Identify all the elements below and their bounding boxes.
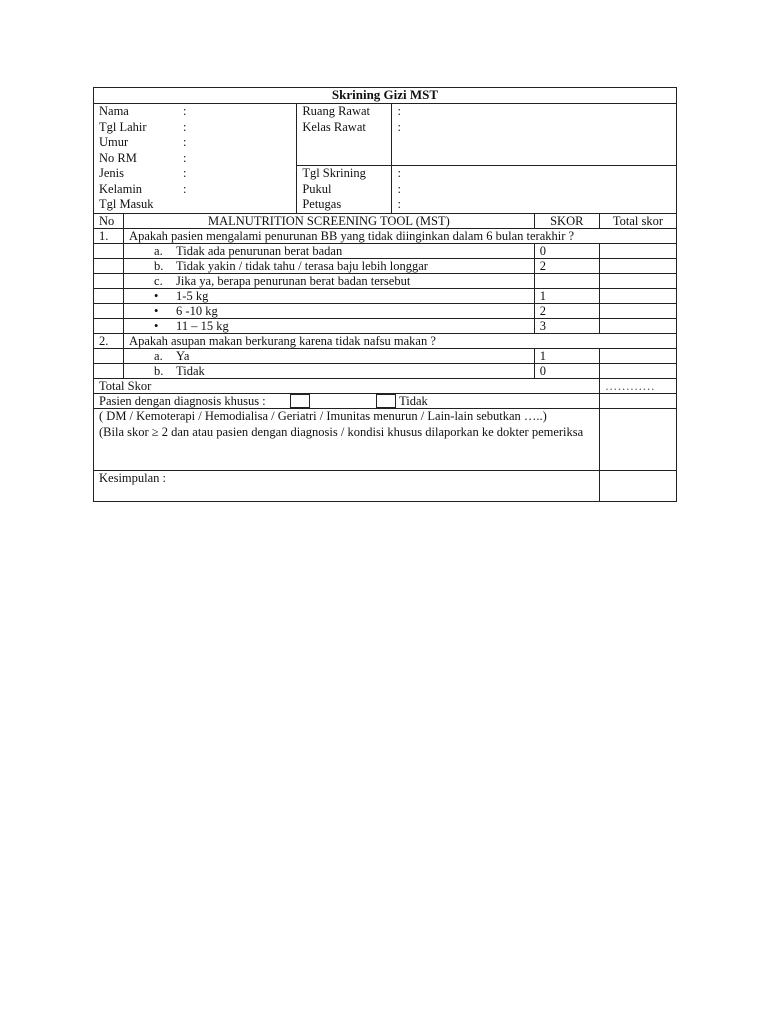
field-tgl-skrining: Tgl Skrining — [302, 166, 366, 180]
notes-cell — [94, 408, 600, 470]
field-kelas-rawat: Kelas Rawat — [302, 119, 366, 134]
q1-option-a-score: 0 — [534, 243, 599, 258]
header-no: No — [94, 213, 124, 228]
field-petugas: Petugas — [302, 197, 342, 211]
q1-option-1-5kg: • 1-5 kg 1 — [94, 288, 677, 303]
header-total: Total skor — [599, 213, 676, 228]
q1-number: 1. — [94, 228, 124, 243]
q2-option-a-score: 1 — [534, 348, 599, 363]
q1-option-b-score: 2 — [534, 258, 599, 273]
room-labels-cell — [297, 104, 392, 166]
field-kelamin: Kelamin : — [99, 181, 187, 196]
screening-values-cell: : : : — [392, 166, 677, 214]
diagnosis-label: Pasien dengan diagnosis khusus : — [99, 393, 266, 408]
header-tool: MALNUTRITION SCREENING TOOL (MST) — [124, 213, 535, 228]
screening-labels-cell — [297, 166, 392, 214]
diagnosis-row — [94, 393, 600, 408]
field-pukul: Pukul — [302, 181, 332, 196]
q1-option-1-5kg-score: 1 — [534, 288, 599, 303]
header-skor: SKOR — [534, 213, 599, 228]
q2-option-b-score: 0 — [534, 363, 599, 378]
q1-option-c: c. Jika ya, berapa penurunan berat badan tersebut — [94, 273, 677, 288]
q1-option-6-10kg-score: 2 — [534, 303, 599, 318]
room-values-cell: : : — [392, 104, 677, 166]
q1-option-6-10kg: • 6 -10 kg 2 — [94, 303, 677, 318]
field-umur: Umur : — [99, 135, 187, 149]
q1-question: Apakah pasien mengalami penurunan BB yang tidak diinginkan dalam 6 bulan terakhir ? — [124, 228, 677, 243]
mst-table — [93, 87, 677, 502]
field-no-rm: No RM : — [99, 150, 187, 165]
q2-option-a: a. Ya 1 — [94, 348, 677, 363]
q1-option-a: a. Tidak ada penurunan berat badan 0 — [94, 243, 677, 258]
q1-option-11-15kg-score: 3 — [534, 318, 599, 333]
notes-conditions: ( DM / Kemoterapi / Hemodialisa / Geriatri / Imunitas menurun / Lain-lain sebutkan …..) — [99, 408, 547, 423]
q2-question: Apakah asupan makan berkurang karena tidak nafsu makan ? — [124, 333, 677, 348]
field-jenis: Jenis : — [99, 166, 187, 180]
form-title: Skrining Gizi MST — [94, 88, 677, 104]
total-skor-label: Total Skor — [94, 378, 600, 393]
field-ruang-rawat: Ruang Rawat — [302, 104, 371, 118]
field-nama: Nama : — [99, 104, 187, 118]
q1-option-11-15kg: • 11 – 15 kg 3 — [94, 318, 677, 333]
q1-option-b: b. Tidak yakin / tidak tahu / terasa baju lebih longgar 2 — [94, 258, 677, 273]
field-tgl-lahir: Tgl Lahir : — [99, 119, 187, 134]
q2-number: 2. — [94, 333, 124, 348]
patient-info-cell — [94, 104, 297, 214]
diagnosis-yes-checkbox[interactable] — [290, 394, 310, 408]
diagnosis-no-checkbox[interactable] — [376, 394, 396, 408]
mst-form — [93, 87, 677, 502]
q2-option-b: b. Tidak 0 — [94, 363, 677, 378]
field-tgl-masuk: Tgl Masuk — [99, 197, 154, 211]
total-skor-value: ………… — [599, 378, 676, 393]
notes-report: (Bila skor ≥ 2 dan atau pasien dengan diagnosis / kondisi khusus dilaporkan ke dokter pemeriksa — [99, 424, 584, 439]
conclusion-label: Kesimpulan : — [94, 470, 600, 501]
diagnosis-no-label: Tidak — [399, 393, 428, 408]
